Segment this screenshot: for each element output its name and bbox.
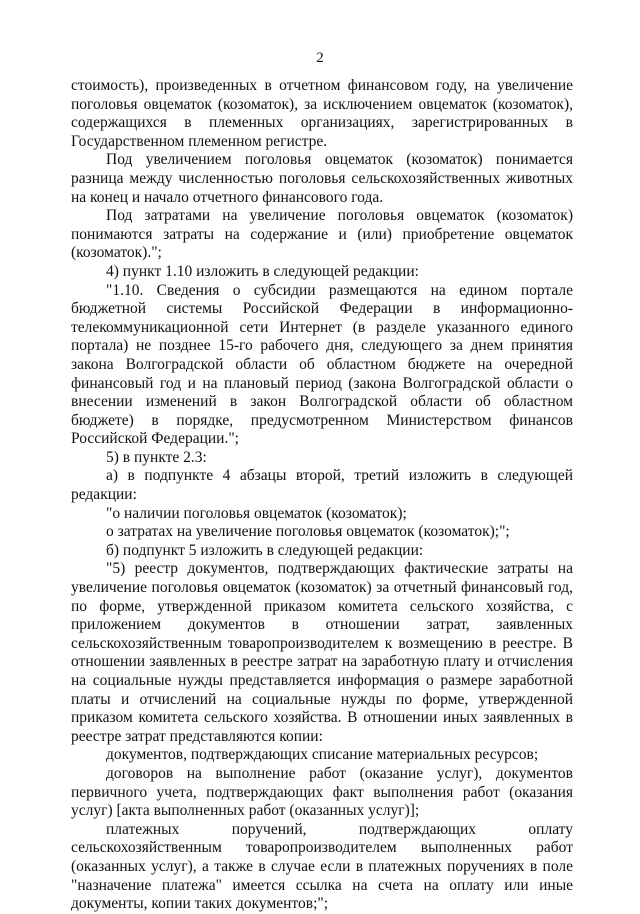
paragraph: "о наличии поголовья овцематок (козоматок); [106, 504, 407, 522]
paragraph: документов, подтверждающих списание материальных ресурсов; [106, 746, 539, 764]
paragraph: "5) реестр документов, подтверждающих фактические затраты на увеличение поголовья овцематок (козоматок) за отчетный финансовый год, по форме, утвержденной приказом комитета сельского хозяйства, с приложением документов в отношении затрат, заявленных сельскохозяйственным товаропроизводителем к возмещению в реестре. В отношении заявленных в реестре затрат на заработную плату и отчисления на социальные нужды представляется информация о размере заработной платы и отчислений на социальные нужды по форме, утвержденной приказом комитета сельского хозяйства. В отношении иных заявленных в реестре затрат представляются копии: [71, 560, 573, 745]
paragraph: стоимость), произведенных в отчетном финансовом году, на увеличение поголовья овцематок (козоматок), за исключением овцематок (козоматок), содержащихся в племенных организациях, зарегистрированных в Государственном племенном регистре. [71, 77, 573, 150]
paragraph: договоров на выполнение работ (оказание услуг), документов первичного учета, подтверждающих факт выполнения работ (оказания услуг) [акта выполненных работ (оказанных услуг)]; [71, 764, 573, 820]
paragraph: б) подпункт 5 изложить в следующей редакции: [106, 541, 424, 559]
paragraph: о затратах на увеличение поголовья овцематок (козоматок);"; [106, 523, 510, 541]
paragraph: платежных поручений, подтверждающих оплату сельскохозяйственным товаропроизводителем выполненных работ (оказанных услуг), а также в случае если в платежных поручениях в поле "назначение платежа" имеется ссылка на счета на оплату или иные документы, копии таких документов;"; [71, 820, 573, 913]
paragraph: Под увеличением поголовья овцематок (козоматок) понимается разница между численностью поголовья сельскохозяйственных животных на конец и начало отчетного финансового года. [71, 151, 573, 206]
paragraph: 5) в пункте 2.3: [106, 448, 207, 466]
paragraph: Под затратами на увеличение поголовья овцематок (козоматок) понимаются затраты на содержание и (или) приобретение овцематок (козоматок)."; [71, 207, 573, 262]
paragraph: "1.10. Сведения о субсидии размещаются на едином портале бюджетной системы Российской Федерации в информационно-телекоммуникационной сети Интернет (в разделе указанного единого портала) не позднее 15-го рабочего дня, следующего за днем принятия закона Волгоградской области об областном бюджете на очередной финансовый год и на плановый период (закона Волгоградской области о внесении изменений в закон Волгоградской области об областном бюджете) в порядке, предусмотренном Министерством финансов Российской Федерации."; [71, 281, 573, 448]
paragraph: 4) пункт 1.10 изложить в следующей редакции: [106, 262, 419, 280]
document-body [71, 77, 573, 914]
paragraph: а) в подпункте 4 абзацы второй, третий изложить в следующей редакции: [71, 467, 573, 504]
page-number: 2 [316, 50, 324, 66]
